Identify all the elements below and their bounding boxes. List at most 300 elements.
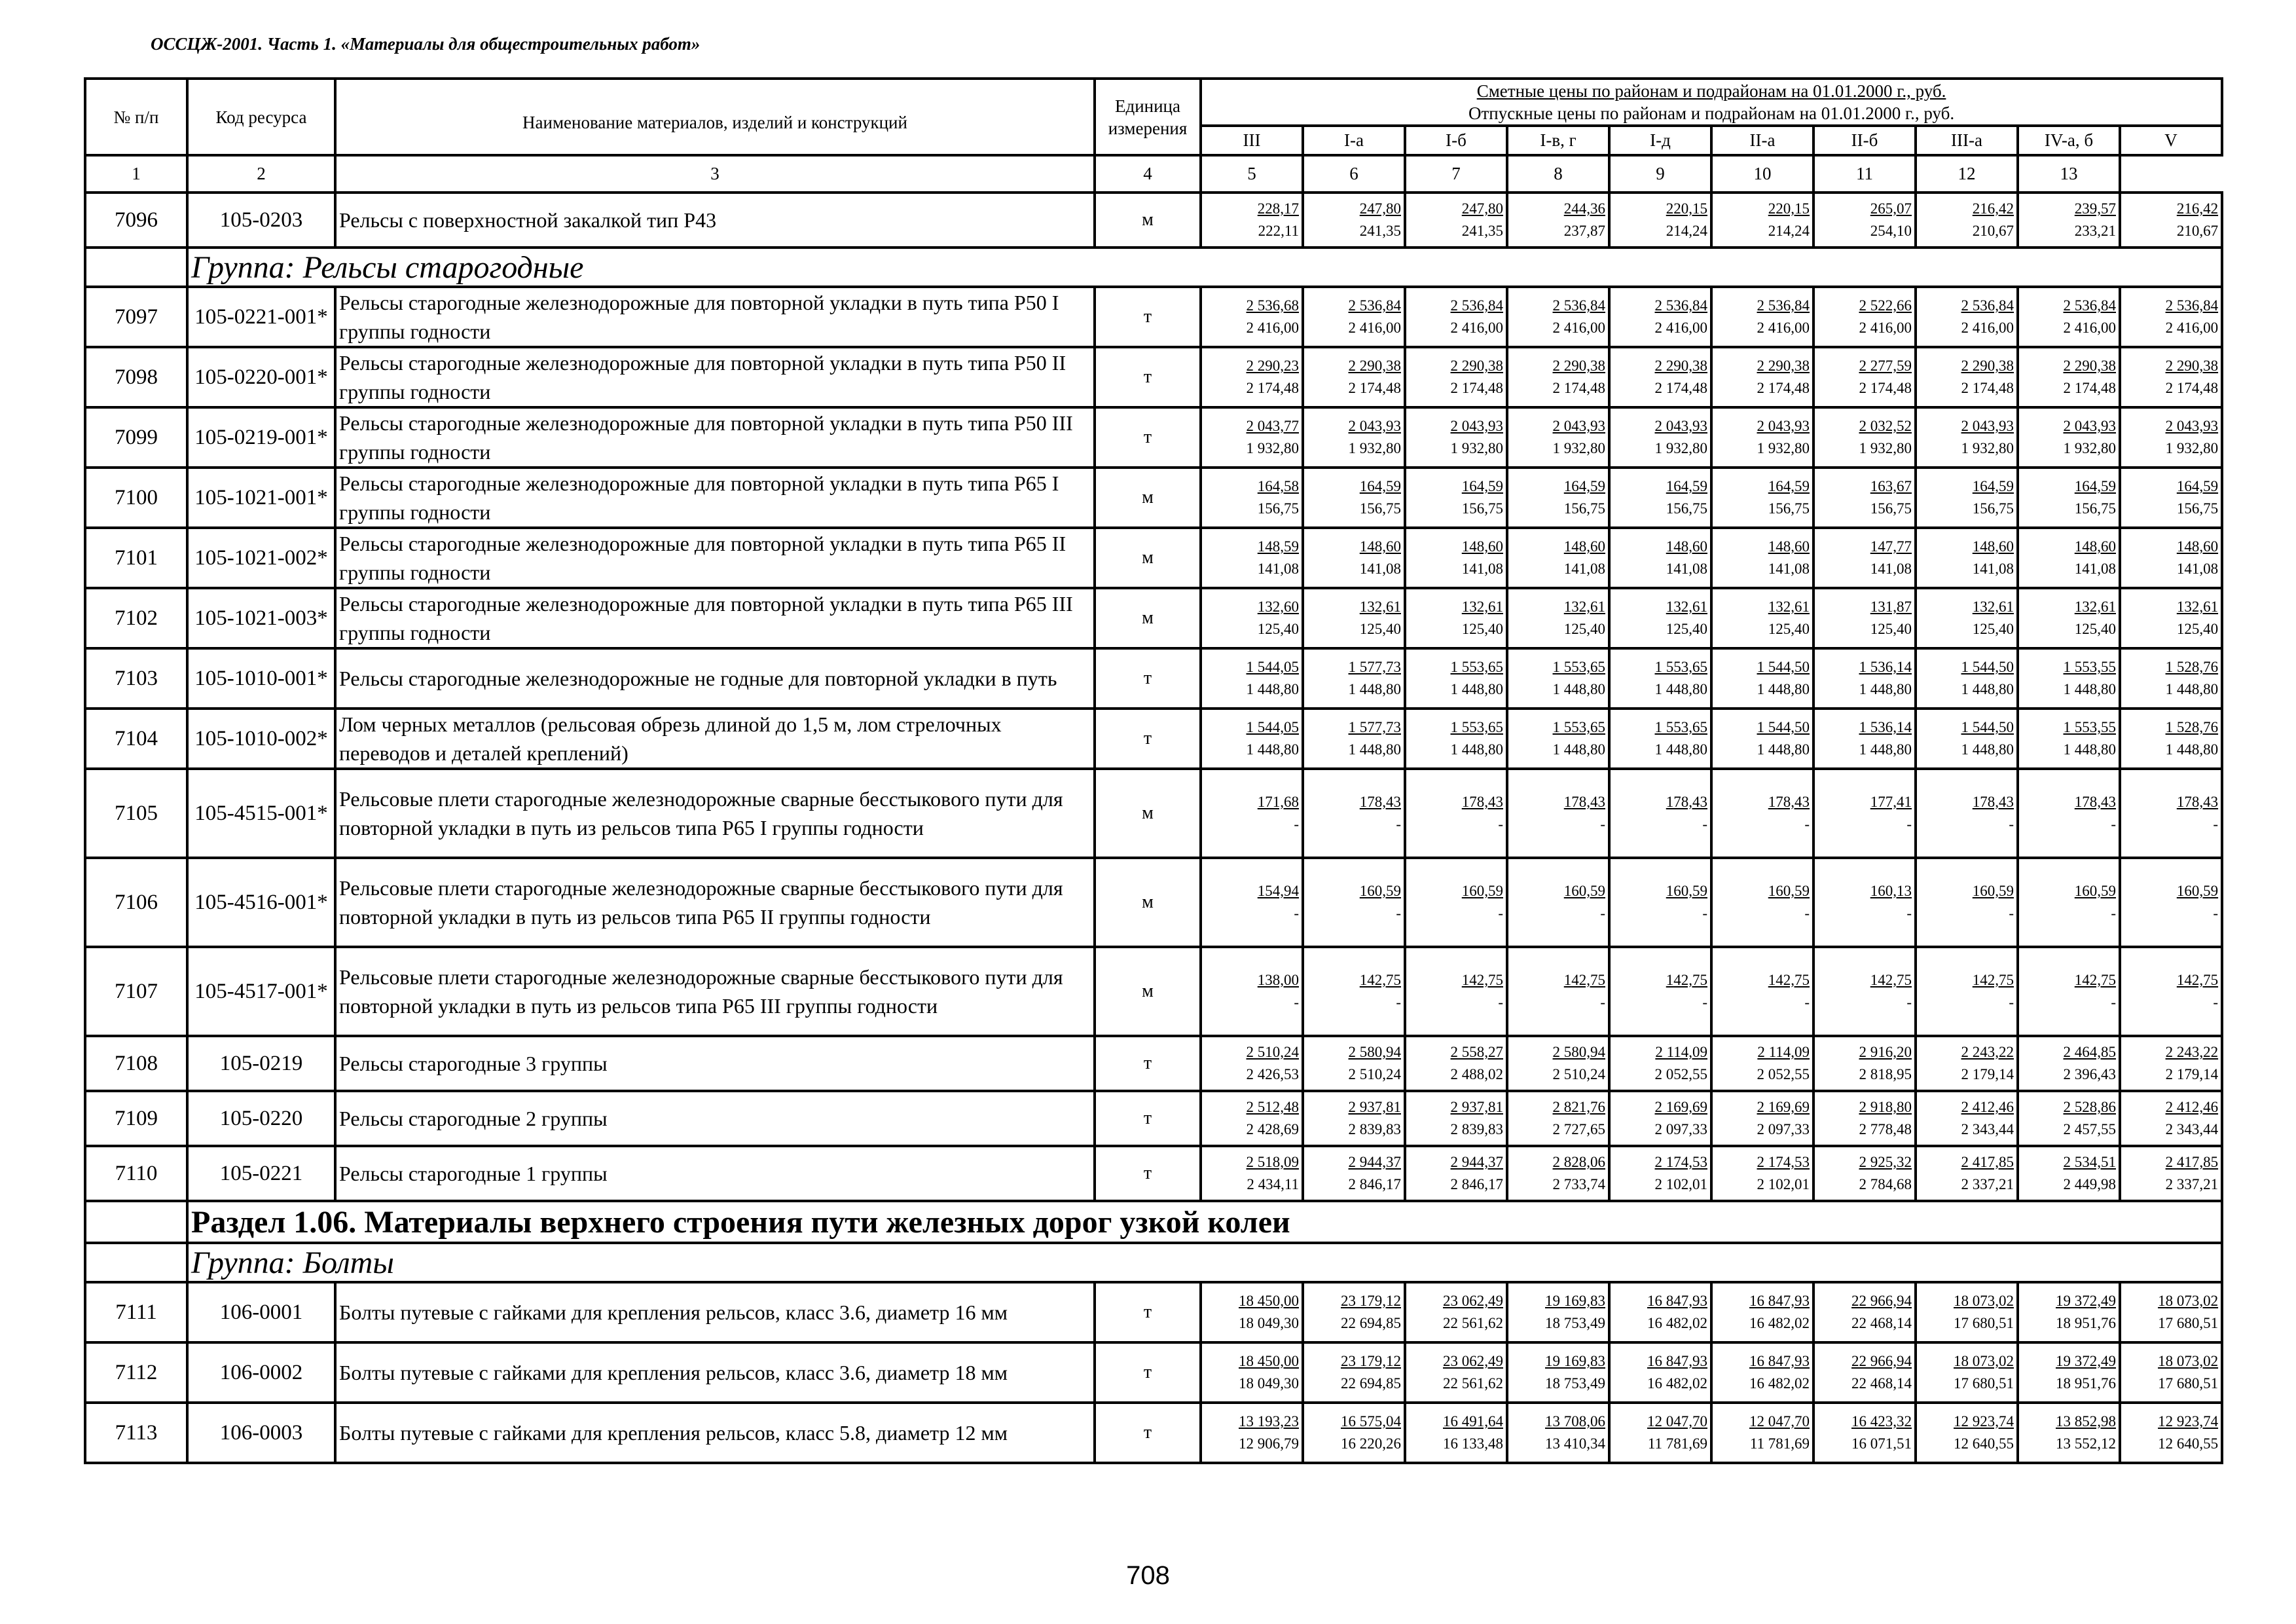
price-cell — [1711, 1036, 1813, 1091]
price-cell — [1813, 528, 1916, 588]
estimate-price: 2 043,93 — [1654, 418, 1707, 434]
estimate-price: 2 417,85 — [2165, 1154, 2219, 1170]
release-price: 2 174,48 — [2165, 380, 2219, 396]
price-cell — [1916, 588, 2018, 648]
estimate-price: 2 534,51 — [2063, 1154, 2116, 1170]
region-header: I-в, г — [1507, 126, 1609, 155]
price-cell — [1405, 193, 1507, 248]
release-price: 1 932,80 — [1961, 440, 2014, 456]
release-price: 1 448,80 — [1757, 681, 1810, 697]
price-cell — [1405, 588, 1507, 648]
release-price: 125,40 — [1768, 621, 1810, 637]
price-cell — [1201, 1403, 1303, 1463]
release-price: 1 448,80 — [2165, 741, 2219, 758]
price-cell — [1507, 407, 1609, 468]
estimate-price: 23 179,12 — [1341, 1353, 1401, 1369]
region-header: IV-а, б — [2018, 126, 2120, 155]
region-header: I-д — [1609, 126, 1711, 155]
estimate-price: 1 544,05 — [1246, 719, 1299, 735]
price-cell — [1303, 347, 1405, 407]
table-row — [85, 709, 2222, 769]
release-price: 22 468,14 — [1851, 1315, 1912, 1331]
price-cell — [1507, 1282, 1609, 1342]
release-price: - — [1600, 994, 1605, 1010]
price-cell — [1711, 1146, 1813, 1201]
price-cell — [1916, 1036, 2018, 1091]
estimate-price: 132,61 — [1461, 599, 1503, 615]
release-price: 18 049,30 — [1239, 1315, 1299, 1331]
estimate-price: 178,43 — [2074, 794, 2116, 810]
estimate-price: 148,60 — [1359, 538, 1401, 555]
estimate-price: 2 536,84 — [1450, 297, 1503, 314]
material-name: Рельсы старогодные железнодорожные для повторной укладки в путь типа Р65 III группы годности — [335, 588, 1095, 648]
estimate-price: 148,60 — [1666, 538, 1707, 555]
estimate-price: 2 944,37 — [1450, 1154, 1503, 1170]
price-cell — [1916, 1146, 2018, 1201]
price-cell — [2018, 407, 2120, 468]
release-price: 1 448,80 — [1552, 681, 1605, 697]
estimate-price: 22 966,94 — [1851, 1293, 1912, 1309]
release-price: 125,40 — [2176, 621, 2219, 637]
estimate-price: 132,61 — [2176, 599, 2219, 615]
price-cell — [2018, 648, 2120, 709]
estimate-price: 164,58 — [1257, 478, 1299, 494]
unit-of-measure: м — [1095, 947, 1201, 1036]
price-cell — [1609, 588, 1711, 648]
price-cell — [1303, 1282, 1405, 1342]
estimate-price: 1 577,73 — [1348, 659, 1401, 675]
resource-code: 105-4515-001* — [187, 769, 335, 858]
release-price: 2 434,11 — [1247, 1176, 1299, 1192]
release-price: 11 781,69 — [1749, 1435, 1810, 1452]
release-price: 2 337,21 — [1961, 1176, 2014, 1192]
price-cell — [1711, 769, 1813, 858]
price-cell — [1405, 1403, 1507, 1463]
price-cell — [2018, 1036, 2120, 1091]
release-price: 22 694,85 — [1341, 1315, 1401, 1331]
price-cell — [1201, 769, 1303, 858]
estimate-price: 16 423,32 — [1851, 1413, 1912, 1430]
estimate-price: 178,43 — [1768, 794, 1810, 810]
price-cell — [2018, 347, 2120, 407]
release-price: - — [1906, 816, 1912, 832]
release-price: - — [1294, 994, 1299, 1010]
estimate-price: 16 847,93 — [1647, 1353, 1707, 1369]
price-cell — [1201, 347, 1303, 407]
estimate-price: 1 553,65 — [1552, 719, 1605, 735]
estimate-price: 2 412,46 — [2165, 1099, 2219, 1115]
price-cell — [1609, 1282, 1711, 1342]
price-cell — [1813, 588, 1916, 648]
estimate-price: 163,67 — [1870, 478, 1912, 494]
price-cell — [1303, 1403, 1405, 1463]
release-price: 125,40 — [1666, 621, 1707, 637]
release-price: 125,40 — [2074, 621, 2116, 637]
estimate-price: 2 580,94 — [1552, 1044, 1605, 1060]
release-price: - — [1294, 816, 1299, 832]
release-price: 2 097,33 — [1757, 1121, 1810, 1137]
price-cell — [1916, 407, 2018, 468]
column-index: 9 — [1609, 155, 1711, 193]
release-price: 2 416,00 — [1246, 320, 1299, 336]
table-row — [85, 769, 2222, 858]
release-price: 16 482,02 — [1749, 1375, 1810, 1392]
release-price: 17 680,51 — [2158, 1315, 2219, 1331]
header-name: Наименование материалов, изделий и конструкций — [335, 79, 1095, 155]
price-cell — [1303, 947, 1405, 1036]
price-cell — [1609, 407, 1711, 468]
page-number: 708 — [1126, 1561, 1170, 1590]
release-price: 125,40 — [1461, 621, 1503, 637]
estimate-price: 178,43 — [1461, 794, 1503, 810]
estimate-price: 132,61 — [1359, 599, 1401, 615]
release-price: 1 932,80 — [1246, 440, 1299, 456]
table-row — [85, 1146, 2222, 1201]
release-price: 2 174,48 — [1348, 380, 1401, 396]
estimate-price: 12 047,70 — [1749, 1413, 1810, 1430]
release-price: 1 448,80 — [1757, 741, 1810, 758]
row-number: 7103 — [85, 648, 187, 709]
table-row — [85, 648, 2222, 709]
estimate-price: 148,60 — [1563, 538, 1605, 555]
estimate-price: 1 553,55 — [2063, 719, 2116, 735]
release-price: 2 174,48 — [1757, 380, 1810, 396]
estimate-price: 2 925,32 — [1859, 1154, 1912, 1170]
unit-of-measure: т — [1095, 407, 1201, 468]
release-price: - — [1396, 905, 1401, 921]
estimate-price: 171,68 — [1257, 794, 1299, 810]
estimate-price: 142,75 — [1972, 972, 2014, 988]
price-cell — [1303, 193, 1405, 248]
release-price: 2 416,00 — [1757, 320, 1810, 336]
release-price: 18 753,49 — [1545, 1375, 1605, 1392]
release-price: 2 818,95 — [1859, 1066, 1912, 1082]
release-price: - — [1396, 994, 1401, 1010]
estimate-price: 2 558,27 — [1450, 1044, 1503, 1060]
estimate-price: 164,59 — [1972, 478, 2014, 494]
release-price: 241,35 — [1461, 223, 1503, 239]
material-name: Рельсовые плети старогодные железнодорожные сварные бесстыкового пути для повторной укладки в путь из рельсов типа Р65 III группы годности — [335, 947, 1095, 1036]
price-cell — [2018, 588, 2120, 648]
price-cell — [1711, 468, 1813, 528]
release-price: 1 448,80 — [1450, 681, 1503, 697]
release-price: - — [2111, 905, 2116, 921]
price-cell — [1303, 709, 1405, 769]
release-price: 2 179,14 — [2165, 1066, 2219, 1082]
price-cell — [1609, 769, 1711, 858]
estimate-price: 244,36 — [1563, 200, 1605, 217]
estimate-price: 2 043,77 — [1246, 418, 1299, 434]
price-cell — [1711, 1403, 1813, 1463]
release-price: 237,87 — [1563, 223, 1605, 239]
unit-of-measure: т — [1095, 709, 1201, 769]
release-price: 1 932,80 — [1757, 440, 1810, 456]
release-price: - — [2213, 816, 2219, 832]
price-cell — [1201, 1036, 1303, 1091]
price-cell — [1711, 1282, 1813, 1342]
price-cell — [1609, 947, 1711, 1036]
release-price: 2 396,43 — [2063, 1066, 2116, 1082]
material-name: Рельсы старогодные железнодорожные для повторной укладки в путь типа Р50 I группы годности — [335, 287, 1095, 347]
row-number: 7101 — [85, 528, 187, 588]
estimate-price: 164,59 — [1461, 478, 1503, 494]
unit-of-measure: т — [1095, 1282, 1201, 1342]
release-price: 1 932,80 — [1450, 440, 1503, 456]
material-name: Рельсовые плети старогодные железнодорожные сварные бесстыкового пути для повторной укладки в путь из рельсов типа Р65 I группы годности — [335, 769, 1095, 858]
price-cell — [1711, 858, 1813, 947]
estimate-price: 160,59 — [1359, 883, 1401, 899]
price-cell — [1201, 468, 1303, 528]
price-cell — [1507, 528, 1609, 588]
estimate-price: 148,59 — [1257, 538, 1299, 555]
price-cell — [1201, 1091, 1303, 1146]
price-cell — [1711, 588, 1813, 648]
estimate-price: 2 522,66 — [1859, 297, 1912, 314]
estimate-price: 131,87 — [1870, 599, 1912, 615]
column-index: 8 — [1507, 155, 1609, 193]
release-price: 1 932,80 — [1654, 440, 1707, 456]
estimate-price: 164,59 — [2176, 478, 2219, 494]
estimate-price: 2 828,06 — [1552, 1154, 1605, 1170]
release-price: 1 448,80 — [1961, 681, 2014, 697]
price-cell — [2120, 528, 2222, 588]
estimate-price: 2 821,76 — [1552, 1099, 1605, 1115]
estimate-price: 2 536,84 — [1757, 297, 1810, 314]
estimate-price: 160,59 — [2176, 883, 2219, 899]
estimate-price: 216,42 — [1972, 200, 2014, 217]
estimate-price: 1 553,55 — [2063, 659, 2116, 675]
price-cell — [1916, 347, 2018, 407]
price-cell — [2018, 528, 2120, 588]
price-cell — [1916, 648, 2018, 709]
price-cell — [2018, 1091, 2120, 1146]
price-cell — [2120, 709, 2222, 769]
estimate-price: 164,59 — [1563, 478, 1605, 494]
estimate-price: 142,75 — [1768, 972, 1810, 988]
price-cell — [2120, 1342, 2222, 1403]
estimate-price: 164,59 — [1768, 478, 1810, 494]
estimate-price: 2 114,09 — [1655, 1044, 1707, 1060]
price-cell — [1813, 468, 1916, 528]
release-price: 18 753,49 — [1545, 1315, 1605, 1331]
region-header: III-а — [1916, 126, 2018, 155]
material-name: Болты путевые с гайками для крепления рельсов, класс 3.6, диаметр 16 мм — [335, 1282, 1095, 1342]
release-price: 241,35 — [1359, 223, 1401, 239]
price-cell — [1813, 709, 1916, 769]
estimate-price: 164,59 — [1359, 478, 1401, 494]
column-index: 3 — [335, 155, 1095, 193]
unit-of-measure: т — [1095, 648, 1201, 709]
material-name: Рельсы старогодные 3 группы — [335, 1036, 1095, 1091]
estimate-price: 160,13 — [1870, 883, 1912, 899]
price-cell — [2018, 287, 2120, 347]
estimate-price: 2 937,81 — [1450, 1099, 1503, 1115]
column-index: 13 — [2018, 155, 2120, 193]
price-cell — [1405, 407, 1507, 468]
release-price: 2 846,17 — [1348, 1176, 1401, 1192]
release-price: 222,11 — [1258, 223, 1299, 239]
group-row — [85, 1243, 2222, 1282]
price-cell — [1609, 347, 1711, 407]
release-price: - — [2009, 816, 2014, 832]
estimate-price: 23 062,49 — [1443, 1353, 1503, 1369]
release-price: 1 448,80 — [1450, 741, 1503, 758]
estimate-price: 19 372,49 — [2056, 1293, 2116, 1309]
estimate-price: 2 916,20 — [1859, 1044, 1912, 1060]
release-price: 13 552,12 — [2056, 1435, 2116, 1452]
estimate-price: 1 544,50 — [1961, 719, 2014, 735]
price-cell — [1405, 858, 1507, 947]
estimate-price: 1 536,14 — [1859, 719, 1912, 735]
estimate-price: 148,60 — [1972, 538, 2014, 555]
price-cell — [1507, 1342, 1609, 1403]
table-row — [85, 1342, 2222, 1403]
release-price: 1 932,80 — [1348, 440, 1401, 456]
price-cell — [2120, 407, 2222, 468]
estimate-price: 2 536,84 — [2063, 297, 2116, 314]
row-number-empty — [85, 1243, 187, 1282]
table-row — [85, 1403, 2222, 1463]
release-price: 22 561,62 — [1443, 1375, 1503, 1392]
release-price: - — [1498, 816, 1503, 832]
price-cell — [1507, 1403, 1609, 1463]
release-price: 22 561,62 — [1443, 1315, 1503, 1331]
release-price: 1 932,80 — [2165, 440, 2219, 456]
estimate-price: 19 169,83 — [1545, 1293, 1605, 1309]
resource-code: 105-0220-001* — [187, 347, 335, 407]
release-price: - — [1600, 816, 1605, 832]
column-index: 12 — [1916, 155, 2018, 193]
price-cell — [1201, 1342, 1303, 1403]
release-price: 2 449,98 — [2063, 1176, 2116, 1192]
estimate-price: 1 553,65 — [1654, 659, 1707, 675]
column-index: 11 — [1813, 155, 1916, 193]
price-cell — [1303, 407, 1405, 468]
estimate-price: 2 536,84 — [1961, 297, 2014, 314]
estimate-price: 1 544,50 — [1757, 659, 1810, 675]
estimate-price: 132,61 — [1563, 599, 1605, 615]
row-number-empty — [85, 248, 187, 287]
release-price: - — [1396, 816, 1401, 832]
header-prices — [1201, 79, 2222, 126]
price-cell — [1711, 1091, 1813, 1146]
estimate-price: 2 536,84 — [1348, 297, 1401, 314]
release-price: 2 426,53 — [1246, 1066, 1299, 1082]
release-price: 2 416,00 — [1552, 320, 1605, 336]
unit-of-measure: м — [1095, 769, 1201, 858]
price-cell — [1609, 193, 1711, 248]
price-cell — [2120, 347, 2222, 407]
price-cell — [2120, 947, 2222, 1036]
release-price: 1 448,80 — [1246, 681, 1299, 697]
estimate-price: 247,80 — [1359, 200, 1401, 217]
estimate-price: 16 847,93 — [1647, 1293, 1707, 1309]
release-price: 156,75 — [1461, 500, 1503, 517]
unit-of-measure: т — [1095, 1036, 1201, 1091]
resource-code: 105-4517-001* — [187, 947, 335, 1036]
price-cell — [1405, 1342, 1507, 1403]
table-row — [85, 1036, 2222, 1091]
price-cell — [2120, 468, 2222, 528]
unit-of-measure: м — [1095, 588, 1201, 648]
release-price: 2 174,48 — [1654, 380, 1707, 396]
price-cell — [1201, 193, 1303, 248]
column-index: 2 — [187, 155, 335, 193]
estimate-price: 228,17 — [1257, 200, 1299, 217]
release-price: 1 448,80 — [1654, 681, 1707, 697]
price-cell — [2120, 1091, 2222, 1146]
resource-code: 105-1021-001* — [187, 468, 335, 528]
price-cell — [1405, 1282, 1507, 1342]
resource-code: 105-0221-001* — [187, 287, 335, 347]
estimate-price: 2 290,38 — [2165, 358, 2219, 374]
estimate-price: 220,15 — [1768, 200, 1810, 217]
release-price: 2 337,21 — [2165, 1176, 2219, 1192]
price-cell — [1813, 858, 1916, 947]
price-cell — [1711, 709, 1813, 769]
release-price: 1 448,80 — [1859, 681, 1912, 697]
price-cell — [1303, 1091, 1405, 1146]
estimate-price: 2 510,24 — [1246, 1044, 1299, 1060]
release-price: 2 416,00 — [1348, 320, 1401, 336]
column-index: 10 — [1711, 155, 1813, 193]
price-cell — [1711, 193, 1813, 248]
price-cell — [1711, 947, 1813, 1036]
price-cell — [1813, 648, 1916, 709]
material-name: Рельсы с поверхностной закалкой тип Р43 — [335, 193, 1095, 248]
estimate-price: 220,15 — [1666, 200, 1707, 217]
estimate-price: 16 847,93 — [1749, 1293, 1810, 1309]
estimate-price: 18 073,02 — [1954, 1353, 2014, 1369]
release-price: 2 174,48 — [1552, 380, 1605, 396]
estimate-price: 12 047,70 — [1647, 1413, 1707, 1430]
price-cell — [1303, 1342, 1405, 1403]
release-price: 1 448,80 — [2063, 681, 2116, 697]
release-price: 125,40 — [1563, 621, 1605, 637]
release-price: 1 932,80 — [2063, 440, 2116, 456]
price-cell — [1405, 468, 1507, 528]
price-cell — [1609, 468, 1711, 528]
table-row — [85, 588, 2222, 648]
release-price: 1 448,80 — [1961, 741, 2014, 758]
price-cell — [1916, 769, 2018, 858]
material-name: Рельсы старогодные железнодорожные для повторной укладки в путь типа Р65 I группы годности — [335, 468, 1095, 528]
header-code: Код ресурса — [187, 79, 335, 155]
price-cell — [1916, 1282, 2018, 1342]
estimate-price: 13 852,98 — [2056, 1413, 2116, 1430]
price-cell — [1201, 947, 1303, 1036]
price-cell — [1813, 1282, 1916, 1342]
estimate-price: 148,60 — [2074, 538, 2116, 555]
row-number: 7105 — [85, 769, 187, 858]
price-cell — [1916, 858, 2018, 947]
estimate-price: 16 847,93 — [1749, 1353, 1810, 1369]
estimate-price: 132,61 — [2074, 599, 2116, 615]
table-row — [85, 858, 2222, 947]
price-cell — [1405, 709, 1507, 769]
estimate-price: 142,75 — [1870, 972, 1912, 988]
resource-code: 105-0219-001* — [187, 407, 335, 468]
unit-of-measure: м — [1095, 528, 1201, 588]
price-cell — [1405, 287, 1507, 347]
price-cell — [2018, 858, 2120, 947]
release-price: 2 778,48 — [1859, 1121, 1912, 1137]
release-price: - — [2009, 994, 2014, 1010]
estimate-price: 142,75 — [1563, 972, 1605, 988]
row-number: 7104 — [85, 709, 187, 769]
price-cell — [1916, 709, 2018, 769]
release-price: 17 680,51 — [1954, 1375, 2014, 1392]
